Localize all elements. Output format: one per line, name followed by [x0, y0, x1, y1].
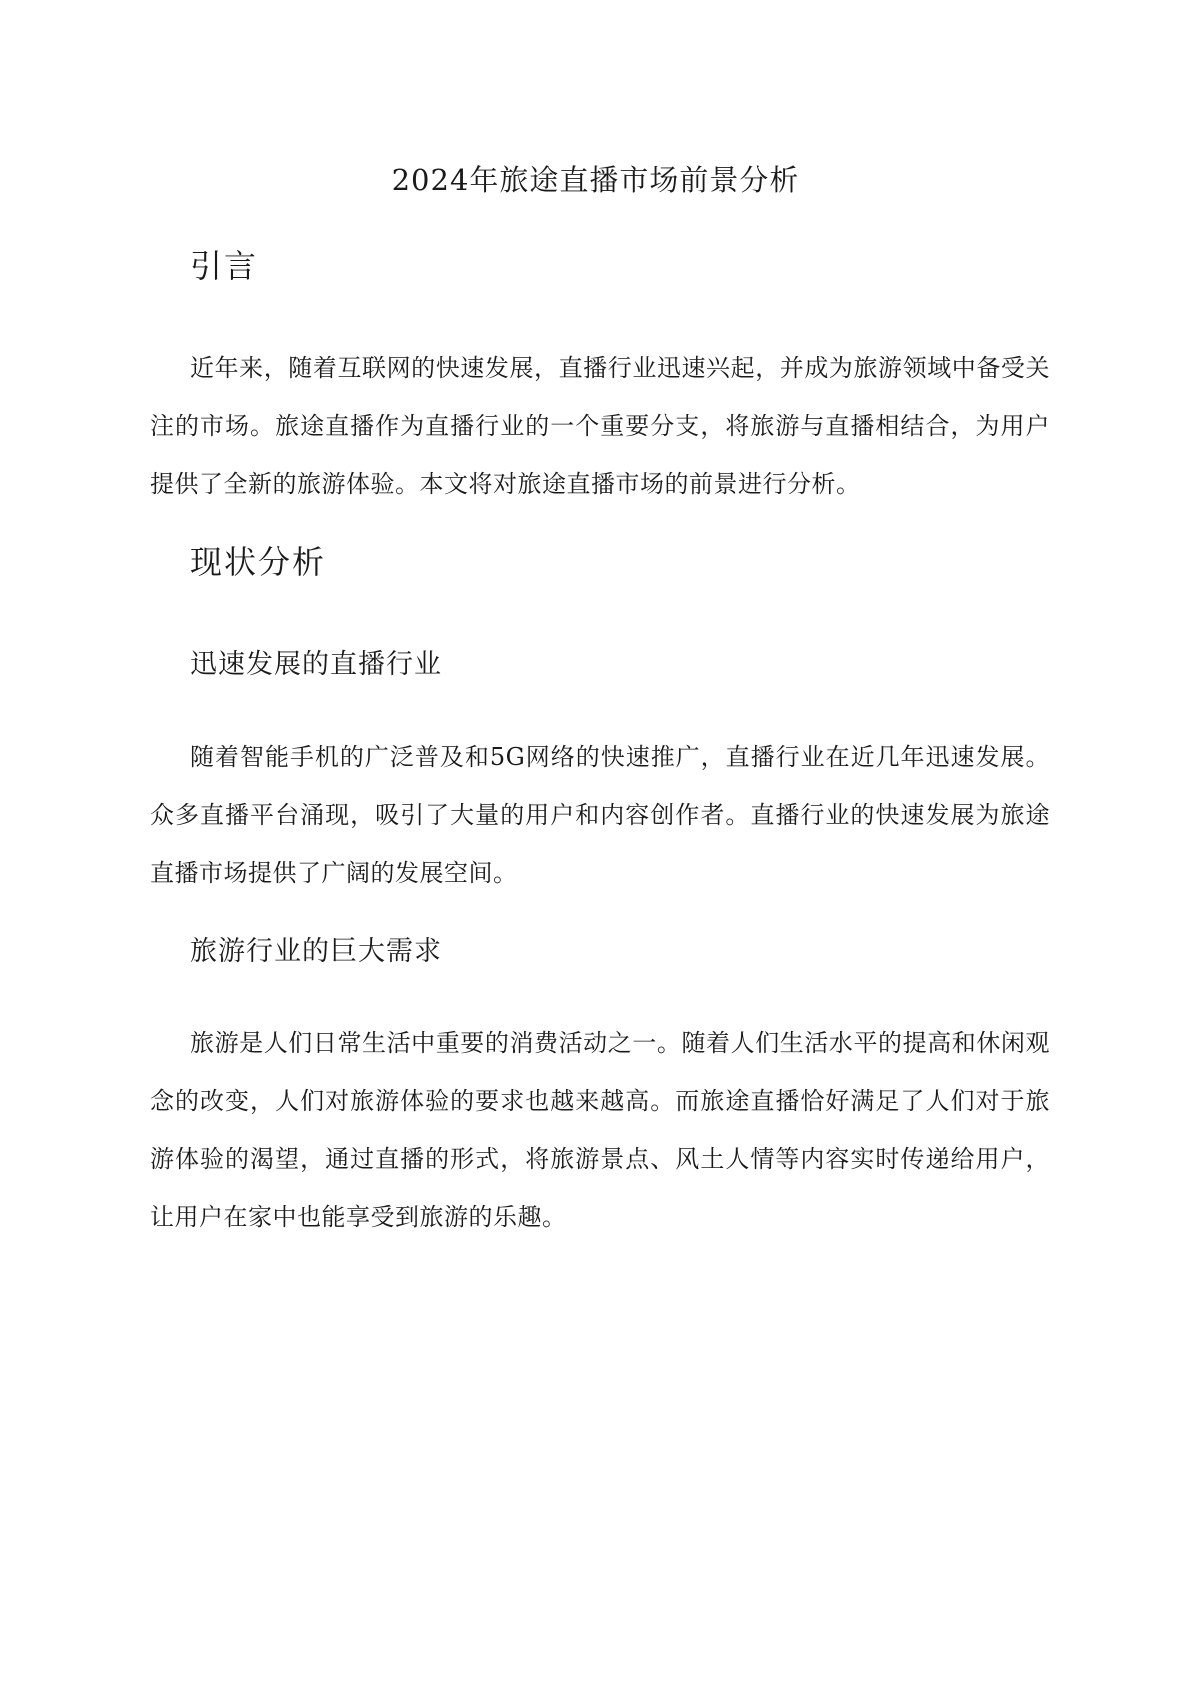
subsection-heading-live-industry: 迅速发展的直播行业 — [190, 649, 442, 680]
introduction-paragraph: 近年来，随着互联网的快速发展，直播行业迅速兴起，并成为旅游领域中备受关注的市场。旅途直播作为直播行业的一个重要分支，将旅游与直播相结合，为用户提供了全新的旅游体验。本文将对旅途直播市场的前景进行分析。 — [150, 354, 1050, 498]
document-title: 2024年旅途直播市场前景分析 — [391, 163, 800, 197]
section-heading-introduction: 引言 — [190, 247, 259, 285]
live-industry-paragraph: 随着智能手机的广泛普及和5G网络的快速推广，直播行业在近几年迅速发展。众多直播平台涌现，吸引了大量的用户和内容创作者。直播行业的快速发展为旅途直播市场提供了广阔的发展空间。 — [150, 743, 1050, 887]
subsection-heading-tourism-demand: 旅游行业的巨大需求 — [190, 936, 442, 967]
section-heading-status-analysis: 现状分析 — [190, 543, 327, 581]
tourism-demand-paragraph: 旅游是人们日常生活中重要的消费活动之一。随着人们生活水平的提高和休闲观念的改变，人们对旅游体验的要求也越来越高。而旅途直播恰好满足了人们对于旅游体验的渴望，通过直播的形式，将旅游景点、风土人情等内容实时传递给用户，让用户在家中也能享受到旅游的乐趣。 — [150, 1029, 1050, 1231]
